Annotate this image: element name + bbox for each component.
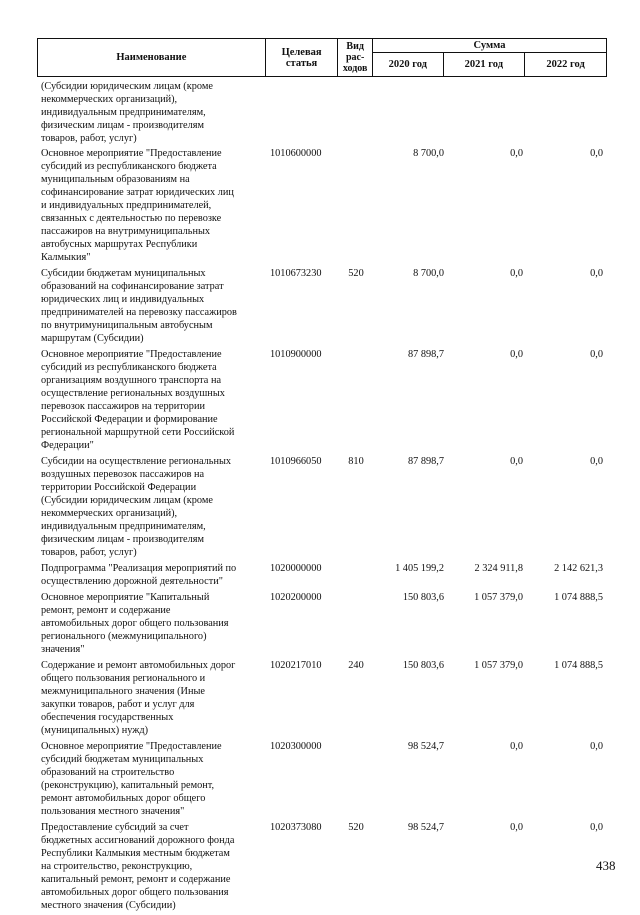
row-sum-2020: 150 803,6 [402,592,444,603]
row-name: Субсидии на осуществление региональных воздушных перевозок пассажиров на территории Российской Федерации (Субсидии юридическим лицам (кроме некоммерческих организаций), индивидуальным предпринимателям, физическим лицам - производителям товаров, работ, услуг) [41,456,232,558]
row-vid: 810 [348,456,364,467]
row-sum-2022: 0,0 [590,268,603,279]
row-sum-2021: 0,0 [510,456,523,467]
row-sum-2020: 150 803,6 [402,660,444,671]
table-row [37,562,607,588]
table-body [37,80,607,915]
row-name: Основное мероприятие "Капитальный ремонт, ремонт и содержание автомобильных дорог общего пользования регионального (межмуниципального) значения" [41,592,229,655]
row-name: (Субсидии юридическим лицам (кроме некоммерческих организаций), индивидуальным предпринимателям, физическим лицам - производителям товаров, работ, услуг) [41,81,213,144]
row-name: Основное мероприятие "Предоставление субсидий бюджетам муниципальных образований на строительство (реконструкцию), капитальный ремонт, ремонт автомобильных дорог общего пользования местного значения" [41,741,222,817]
row-sum-2020: 8 700,0 [413,148,444,159]
row-sum-2021: 0,0 [510,741,523,752]
table-row [37,740,607,818]
row-vid: 240 [348,660,364,671]
row-sum-2022: 2 142 621,3 [554,563,603,574]
table-row [37,147,607,264]
row-name: Предоставление субсидий за счет бюджетных ассигнований дорожного фонда Республики Калмыкия местным бюджетам на строительство, реконструкцию, капитальный ремонт, ремонт и содержание автомобильных дорог общего пользования местного значения (Субсидии) [41,822,235,911]
row-name: Подпрограмма "Реализация мероприятий по осуществлению дорожной деятельности" [41,563,237,587]
row-code: 1010966050 [270,456,322,467]
header-vid: Вид рас-ходов [338,39,373,77]
row-sum-2022: 0,0 [590,741,603,752]
row-code: 1020000000 [270,563,322,574]
row-sum-2022: 0,0 [590,349,603,360]
row-sum-2022: 0,0 [590,822,603,833]
header-2022: 2022 год [525,53,607,77]
row-name: Основное мероприятие "Предоставление субсидий из республиканского бюджета организациям воздушного транспорта на осуществление региональных воздушных перевозок пассажиров на территории Российской Федерации и формирование региональной маршрутной сети Российской Федерации" [41,349,235,451]
row-sum-2021: 0,0 [510,268,523,279]
table-row [37,821,607,912]
row-sum-2020: 1 405 199,2 [395,563,444,574]
table-row [37,348,607,452]
table-row [37,659,607,737]
row-vid: 520 [348,822,364,833]
row-vid: 520 [348,268,364,279]
row-sum-2022: 0,0 [590,456,603,467]
table-row [37,455,607,559]
row-code: 1010600000 [270,148,322,159]
row-code: 1010900000 [270,349,322,360]
row-sum-2021: 1 057 379,0 [474,660,523,671]
row-name: Основное мероприятие "Предоставление субсидий из республиканского бюджета муниципальным образованиям на софинансирование затрат юридических лиц и индивидуальных предпринимателей, связанных с деятельностью по перевозке пассажиров на внутримуниципальных автобусных маршрутах Республики Калмыкия" [41,148,234,263]
row-name: Содержание и ремонт автомобильных дорог общего пользования регионального и межмуниципального значения (Иные закупки товаров, работ и услуг для обеспечения государственных (муниципальных) нужд) [41,660,236,736]
row-sum-2020: 87 898,7 [407,456,444,467]
row-sum-2021: 2 324 911,8 [474,563,523,574]
row-sum-2022: 0,0 [590,148,603,159]
row-sum-2021: 0,0 [510,822,523,833]
row-name: Субсидии бюджетам муниципальных образований на софинансирование затрат юридических лиц и индивидуальных предпринимателей на перевозку пассажиров по внутримуниципальным автобусным маршрутам (Субсидии) [41,268,237,344]
header-name: Наименование [38,39,266,77]
row-sum-2022: 1 074 888,5 [554,660,603,671]
table-header [37,38,607,77]
row-sum-2020: 87 898,7 [407,349,444,360]
table-row [37,267,607,345]
header-2021: 2021 год [443,53,525,77]
row-sum-2022: 1 074 888,5 [554,592,603,603]
page-number: 438 [596,858,616,873]
header-sum: Сумма [373,39,607,53]
row-sum-2020: 8 700,0 [413,268,444,279]
row-code: 1020300000 [270,741,322,752]
table-row [37,80,607,145]
table-row [37,591,607,656]
row-sum-2020: 98 524,7 [407,822,444,833]
header-code: Целевая статья [265,39,338,77]
row-code: 1010673230 [270,268,322,279]
row-sum-2021: 0,0 [510,349,523,360]
header-2020: 2020 год [373,53,443,77]
row-code: 1020373080 [270,822,322,833]
row-sum-2021: 1 057 379,0 [474,592,523,603]
row-sum-2021: 0,0 [510,148,523,159]
row-sum-2020: 98 524,7 [407,741,444,752]
row-code: 1020200000 [270,592,322,603]
row-code: 1020217010 [270,660,322,671]
